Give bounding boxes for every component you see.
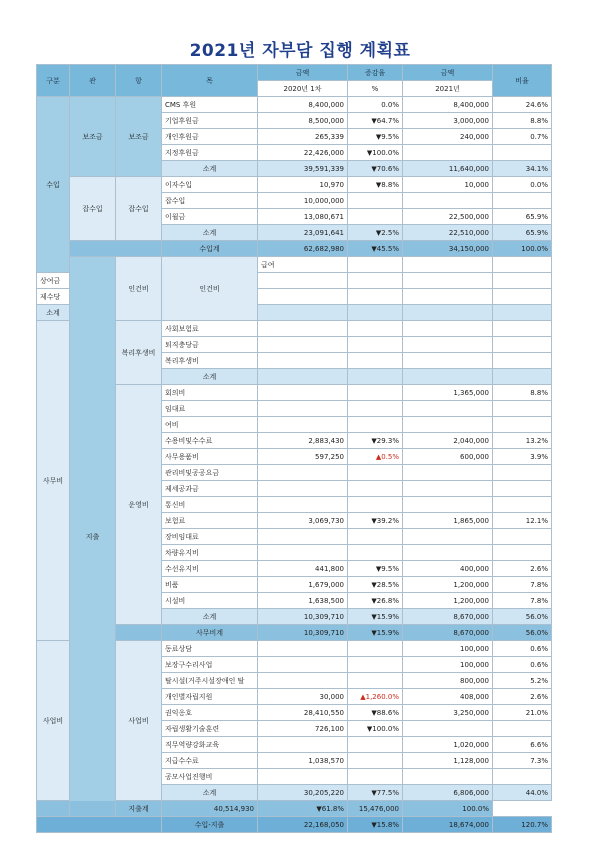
amount-2021-cell: 100,000 [403,641,493,657]
item-name-cell: 이자수입 [162,177,258,193]
item-name-cell: 자립생활기술훈련 [162,721,258,737]
category-cell-business: 사업비 [116,641,162,801]
amount-2020-cell [258,401,348,417]
change-rate-cell [348,481,403,497]
amount-2021-cell: 8,670,000 [403,609,493,625]
change-rate-cell [348,289,403,305]
amount-2020-cell [258,769,348,785]
amount-2021-cell [403,769,493,785]
item-name-cell: 권익옹호 [162,705,258,721]
category-cell-personnel: 인건비 [162,257,258,321]
change-rate-cell: ▼45.5% [348,241,403,257]
item-name-cell: 개인별자립지원 [162,689,258,705]
amount-2021-cell [403,529,493,545]
amount-2021-cell [403,545,493,561]
header-amount-sub: 2020년 1차 [258,81,348,97]
ratio-cell: 6.6% [493,737,552,753]
amount-2021-cell: 15,476,000 [348,801,403,817]
item-name-cell: 이월금 [162,209,258,225]
ratio-cell [493,769,552,785]
amount-2020-cell [258,305,348,321]
ratio-cell [493,193,552,209]
change-rate-cell [348,641,403,657]
ratio-cell: 12.1% [493,513,552,529]
spacer-cell [37,801,116,817]
amount-2020-cell: 726,100 [258,721,348,737]
change-rate-cell [348,529,403,545]
change-rate-cell: ▼61.8% [258,801,348,817]
ratio-cell: 7.3% [493,753,552,769]
item-name-cell: 지급수수료 [162,753,258,769]
amount-2020-cell: 2,883,430 [258,433,348,449]
amount-2021-cell [403,721,493,737]
item-name-cell: 여비 [162,417,258,433]
ratio-cell: 56.0% [493,625,552,641]
amount-2020-cell: 10,309,710 [258,609,348,625]
item-name-cell: 소계 [37,305,70,321]
item-name-cell: 퇴직충당금 [162,337,258,353]
change-rate-cell: ▲1,260.0% [348,689,403,705]
header-ratio: 비율 [493,65,552,97]
amount-2021-cell: 400,000 [403,561,493,577]
change-rate-cell [348,305,403,321]
item-name-cell: 급여 [258,257,348,273]
change-rate-cell: ▼2.5% [348,225,403,241]
header-hang: 항 [116,65,162,97]
item-name-cell: 보장구수리사업 [162,657,258,673]
ratio-cell: 5.2% [493,673,552,689]
ratio-cell: 13.2% [493,433,552,449]
amount-2021-cell: 8,400,000 [403,97,493,113]
item-name-cell: 상여금 [37,273,70,289]
category-cell-office: 사무비 [37,321,70,641]
ratio-cell: 120.7% [493,817,552,833]
amount-2020-cell [258,369,348,385]
item-name-cell: 복리후생비 [162,353,258,369]
header-amount2021-sub: 2021년 [403,81,493,97]
amount-2021-cell: 34,150,000 [403,241,493,257]
amount-2021-cell: 1,865,000 [403,513,493,529]
item-name-cell: 지출계 [116,801,162,817]
item-name-cell: 사무비계 [162,625,258,641]
header-gwan: 관 [70,65,116,97]
item-name-cell: 보험료 [162,513,258,529]
ratio-cell: 65.9% [493,225,552,241]
change-rate-cell: ▼88.6% [348,705,403,721]
amount-2020-cell: 1,679,000 [258,577,348,593]
amount-2020-cell: 22,168,050 [258,817,348,833]
item-name-cell: 차량유지비 [162,545,258,561]
ratio-cell [493,545,552,561]
amount-2020-cell: 30,000 [258,689,348,705]
amount-2020-cell: 10,309,710 [258,625,348,641]
item-name-cell: 제세공과금 [162,481,258,497]
spacer-cell [37,817,162,833]
item-name-cell: 공모사업진행비 [162,769,258,785]
header-change-sub: % [348,81,403,97]
item-name-cell: 수입-지출 [162,817,258,833]
change-rate-cell [348,337,403,353]
item-name-cell: 탈시설(거주시설장애인 탈 [162,673,258,689]
amount-2021-cell: 1,365,000 [403,385,493,401]
amount-2020-cell: 13,080,671 [258,209,348,225]
ratio-cell: 8.8% [493,385,552,401]
ratio-cell [493,529,552,545]
amount-2020-cell [258,337,348,353]
header-row [37,65,552,81]
category-cell-misc_income: 잡수입 [70,177,116,241]
amount-2020-cell [258,465,348,481]
change-rate-cell [348,401,403,417]
change-rate-cell: ▼100.0% [348,145,403,161]
change-rate-cell [348,385,403,401]
amount-2020-cell: 39,591,339 [258,161,348,177]
table-row [37,801,552,817]
amount-2021-cell [403,305,493,321]
amount-2021-cell: 240,000 [403,129,493,145]
amount-2020-cell [258,321,348,337]
item-name-cell: 직무역량강화교육 [162,737,258,753]
amount-2020-cell: 441,800 [258,561,348,577]
header-change: 증감율 [348,65,403,81]
ratio-cell [493,497,552,513]
item-name-cell: 소계 [162,161,258,177]
amount-2020-cell: 40,514,930 [162,801,258,817]
change-rate-cell: ▼29.3% [348,433,403,449]
item-name-cell: 사무용품비 [162,449,258,465]
item-name-cell: 소계 [162,225,258,241]
ratio-cell [493,145,552,161]
amount-2020-cell: 1,038,570 [258,753,348,769]
change-rate-cell: ▼15.9% [348,625,403,641]
change-rate-cell: ▼28.5% [348,577,403,593]
amount-2021-cell: 10,000 [403,177,493,193]
ratio-cell: 0.7% [493,129,552,145]
change-rate-cell [348,769,403,785]
ratio-cell: 100.0% [403,801,493,817]
amount-2021-cell [403,145,493,161]
spacer-cell [70,241,162,257]
ratio-cell: 65.9% [493,209,552,225]
amount-2021-cell [403,321,493,337]
budget-table [36,64,552,833]
amount-2020-cell [258,289,348,305]
amount-2020-cell: 10,000,000 [258,193,348,209]
amount-2020-cell: 22,426,000 [258,145,348,161]
change-rate-cell: 0.0% [348,97,403,113]
item-name-cell: 장비임대료 [162,529,258,545]
change-rate-cell: ▲0.5% [348,449,403,465]
change-rate-cell [403,257,493,273]
category-cell-misc_income: 잡수입 [116,177,162,241]
ratio-cell: 100.0% [493,241,552,257]
item-name-cell: 수용비및수수료 [162,433,258,449]
ratio-cell [493,401,552,417]
table-row [37,817,552,833]
item-name-cell: 잡수입 [162,193,258,209]
item-name-cell: 수입계 [162,241,258,257]
change-rate-cell [348,545,403,561]
amount-2021-cell: 408,000 [403,689,493,705]
amount-2021-cell: 800,000 [403,673,493,689]
change-rate-cell: ▼70.6% [348,161,403,177]
amount-2020-cell [258,497,348,513]
table-row [37,241,552,257]
table-row [37,97,552,113]
amount-2021-cell: 22,500,000 [403,209,493,225]
change-rate-cell: ▼8.8% [348,177,403,193]
change-rate-cell [348,193,403,209]
amount-2020-cell [258,529,348,545]
item-name-cell: CMS 후원 [162,97,258,113]
amount-2021-cell [403,369,493,385]
amount-2020-cell [258,673,348,689]
item-name-cell: 사회보험료 [162,321,258,337]
amount-2021-cell [403,497,493,513]
amount-2021-cell: 3,250,000 [403,705,493,721]
amount-2021-cell: 11,640,000 [403,161,493,177]
item-name-cell: 회의비 [162,385,258,401]
header-amount-2021: 금액 [403,65,493,81]
amount-2021-cell: 2,040,000 [403,433,493,449]
ratio-cell [493,305,552,321]
amount-2021-cell [403,401,493,417]
ratio-cell: 3.9% [493,449,552,465]
ratio-cell: 56.0% [493,609,552,625]
change-rate-cell: ▼77.5% [348,785,403,801]
amount-2020-cell [348,257,403,273]
change-rate-cell [348,497,403,513]
ratio-cell [493,481,552,497]
item-name-cell: 관리비및공공요금 [162,465,258,481]
change-rate-cell: ▼64.7% [348,113,403,129]
category-cell-operation: 운영비 [116,385,162,625]
item-name-cell: 제수당 [37,289,70,305]
item-name-cell: 통신비 [162,497,258,513]
change-rate-cell [348,657,403,673]
ratio-cell: 0.0% [493,177,552,193]
amount-2021-cell: 8,670,000 [403,625,493,641]
amount-2021-cell [403,193,493,209]
amount-2021-cell: 22,510,000 [403,225,493,241]
change-rate-cell: ▼100.0% [348,721,403,737]
spacer-cell [116,625,162,641]
amount-2020-cell [258,273,348,289]
amount-2021-cell [403,289,493,305]
item-name-cell: 소계 [162,609,258,625]
change-rate-cell [348,369,403,385]
change-rate-cell [348,753,403,769]
amount-2020-cell: 23,091,641 [258,225,348,241]
ratio-cell [493,465,552,481]
category-cell-business: 사업비 [37,641,70,801]
change-rate-cell: ▼9.5% [348,129,403,145]
amount-2021-cell: 3,000,000 [403,113,493,129]
ratio-cell: 0.6% [493,641,552,657]
change-rate-cell [348,321,403,337]
category-cell-expense: 지출 [70,257,116,817]
change-rate-cell [348,209,403,225]
item-name-cell: 시설비 [162,593,258,609]
header-amount: 금액 [258,65,348,81]
amount-2020-cell [258,545,348,561]
amount-2020-cell [258,657,348,673]
change-rate-cell: ▼15.8% [348,817,403,833]
amount-2020-cell [258,353,348,369]
ratio-cell [493,273,552,289]
change-rate-cell [348,353,403,369]
change-rate-cell: ▼9.5% [348,561,403,577]
change-rate-cell [348,417,403,433]
table-row [37,177,552,193]
amount-2020-cell: 8,400,000 [258,97,348,113]
amount-2021-cell: 1,020,000 [403,737,493,753]
amount-2020-cell: 597,250 [258,449,348,465]
amount-2021-cell: 100,000 [403,657,493,673]
category-cell-subsidy: 보조금 [116,97,162,177]
amount-2020-cell: 265,339 [258,129,348,145]
ratio-cell [493,369,552,385]
table-row [37,257,552,273]
item-name-cell: 개인후원금 [162,129,258,145]
amount-2021-cell: 18,674,000 [403,817,493,833]
change-rate-cell [348,673,403,689]
category-cell-income: 수입 [37,97,70,273]
change-rate-cell: ▼39.2% [348,513,403,529]
ratio-cell [493,321,552,337]
amount-2021-cell: 6,806,000 [403,785,493,801]
header-mok: 목 [162,65,258,97]
ratio-cell [493,337,552,353]
amount-2021-cell: 1,128,000 [403,753,493,769]
amount-2020-cell: 30,205,220 [258,785,348,801]
ratio-cell: 44.0% [493,785,552,801]
ratio-cell: 8.8% [493,113,552,129]
ratio-cell: 34.1% [493,161,552,177]
amount-2020-cell: 10,970 [258,177,348,193]
header-gubun: 구분 [37,65,70,97]
ratio-cell: 2.6% [493,561,552,577]
amount-2020-cell [258,481,348,497]
amount-2020-cell: 8,500,000 [258,113,348,129]
ratio-cell: 7.8% [493,593,552,609]
amount-2021-cell: 1,200,000 [403,593,493,609]
change-rate-cell [348,737,403,753]
amount-2020-cell [258,641,348,657]
amount-2021-cell [403,417,493,433]
amount-2021-cell: 1,200,000 [403,577,493,593]
change-rate-cell: ▼26.8% [348,593,403,609]
ratio-cell [493,353,552,369]
page-title: 2021년 자부담 집행 계획표 [189,41,411,61]
item-name-cell: 기업후원금 [162,113,258,129]
change-rate-cell [348,465,403,481]
amount-2021-cell [403,337,493,353]
ratio-cell: 7.8% [493,577,552,593]
item-name-cell: 임대료 [162,401,258,417]
amount-2020-cell: 62,682,980 [258,241,348,257]
amount-2021-cell: 600,000 [403,449,493,465]
amount-2020-cell [258,385,348,401]
amount-2021-cell [403,465,493,481]
ratio-cell: 2.6% [493,689,552,705]
ratio-cell [493,289,552,305]
ratio-cell: 24.6% [493,97,552,113]
category-cell-subsidy: 보조금 [70,97,116,177]
amount-2020-cell: 28,410,550 [258,705,348,721]
category-cell-welfare: 복리후생비 [116,321,162,385]
item-name-cell: 비품 [162,577,258,593]
amount-2021-cell [403,273,493,289]
change-rate-cell: ▼15.9% [348,609,403,625]
change-rate-cell [348,273,403,289]
category-cell-personnel: 인건비 [116,257,162,321]
amount-2020-cell [258,417,348,433]
item-name-cell: 소계 [162,785,258,801]
item-name-cell: 소계 [162,369,258,385]
amount-2020-cell: 1,638,500 [258,593,348,609]
amount-2020-cell: 3,069,730 [258,513,348,529]
amount-2021-cell [403,481,493,497]
ratio-cell: 0.6% [493,657,552,673]
ratio-cell: 21.0% [493,705,552,721]
amount-2021-cell [493,257,552,273]
item-name-cell: 동료상담 [162,641,258,657]
ratio-cell [493,721,552,737]
amount-2021-cell [403,353,493,369]
item-name-cell: 수선유지비 [162,561,258,577]
ratio-cell [493,417,552,433]
item-name-cell: 지정후원금 [162,145,258,161]
amount-2020-cell [258,737,348,753]
